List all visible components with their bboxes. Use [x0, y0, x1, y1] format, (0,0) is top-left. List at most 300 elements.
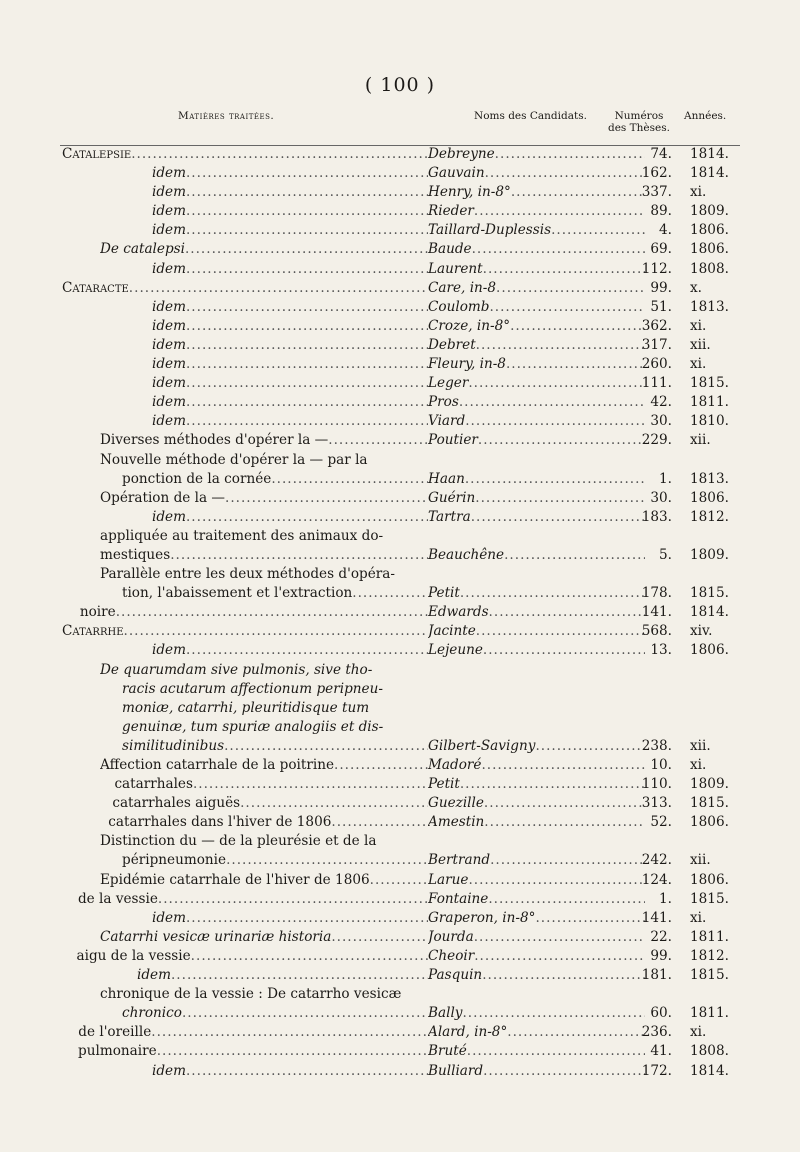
candidate-name: Poutier	[428, 432, 478, 449]
subject-cell	[152, 355, 428, 374]
candidate-name: Bulliard	[428, 1062, 484, 1079]
subject-text	[78, 1023, 151, 1042]
candidate-name: Gilbert-Savigny	[428, 737, 536, 754]
leader-dots	[193, 775, 428, 794]
thesis-year: 1810.	[690, 413, 729, 430]
leader-dots	[460, 584, 645, 603]
index-row	[0, 279, 800, 298]
index-row	[0, 680, 800, 699]
candidate-cell	[428, 279, 645, 298]
subject-label: idem	[152, 356, 186, 373]
subject-label: idem	[152, 642, 186, 659]
thesis-year: x.	[690, 279, 702, 296]
candidate-cell	[428, 183, 645, 202]
leader-dots	[158, 890, 428, 909]
candidate-cell	[428, 374, 645, 393]
candidate-cell	[428, 1004, 645, 1023]
thesis-number: 110.	[641, 776, 672, 793]
subject-text	[78, 890, 158, 909]
thesis-year: 1813.	[690, 470, 729, 487]
leader-dots	[334, 756, 428, 775]
index-row	[0, 317, 800, 336]
subject-cell	[100, 451, 760, 470]
leader-dots	[488, 890, 645, 909]
subject-label: idem	[137, 967, 171, 984]
leader-dots	[185, 240, 428, 259]
candidate-cell	[428, 431, 645, 450]
subject-cell	[152, 909, 428, 928]
leader-dots	[484, 813, 645, 832]
candidate-cell	[428, 489, 645, 508]
entries-list	[0, 145, 800, 1081]
thesis-year: 1811.	[690, 928, 729, 945]
subject-label: Catarrhi vesicæ urinariæ historia	[100, 928, 332, 945]
leader-dots	[483, 641, 645, 660]
candidate-name: Leger	[428, 375, 469, 392]
leader-dots	[186, 909, 428, 928]
subject-label: tion, l'abaissement et l'extraction	[122, 585, 353, 602]
subject-cell	[152, 221, 428, 240]
candidate-name: Fleury, in-8	[428, 356, 506, 373]
leader-dots	[171, 966, 428, 985]
subject-cell	[100, 813, 428, 832]
index-row	[0, 298, 800, 317]
subject-label: Diverses méthodes d'opérer la —	[100, 432, 329, 449]
thesis-number: 30.	[650, 413, 672, 430]
thesis-year: 1815.	[690, 375, 729, 392]
subject-text	[62, 622, 124, 641]
thesis-number: 242.	[641, 852, 672, 869]
candidate-name: Guezille	[428, 795, 484, 812]
subject-cell	[100, 928, 428, 947]
index-row	[0, 832, 800, 851]
leader-dots	[151, 1023, 428, 1042]
leader-dots	[116, 603, 428, 622]
subject-text	[122, 737, 224, 756]
subject-label: Parallèle entre les deux méthodes d'opéra-	[100, 566, 395, 583]
subject-label: similitudinibus	[122, 737, 225, 754]
index-row	[0, 871, 800, 890]
subject-label: idem	[152, 298, 186, 315]
subject-text	[152, 298, 186, 317]
index-row	[0, 221, 800, 240]
subject-cell	[122, 718, 760, 737]
subject-text	[122, 718, 383, 737]
thesis-year: xi.	[690, 356, 707, 373]
subject-label: catarrhales aiguës	[112, 795, 241, 812]
thesis-year: 1815.	[690, 795, 729, 812]
leader-dots	[483, 1062, 645, 1081]
index-row	[0, 718, 800, 737]
index-row	[0, 813, 800, 832]
thesis-number: 99.	[650, 279, 672, 296]
subject-text	[152, 412, 186, 431]
subject-label: Nouvelle méthode d'opérer la — par la	[100, 451, 368, 468]
candidate-name: Croze, in-8°	[428, 317, 511, 334]
leader-dots	[462, 1004, 645, 1023]
thesis-number: 183.	[641, 508, 672, 525]
subject-cell	[152, 412, 428, 431]
leader-dots	[481, 756, 645, 775]
candidate-cell	[428, 928, 645, 947]
thesis-number: 22.	[650, 928, 672, 945]
leader-dots	[224, 737, 428, 756]
subject-label: appliquée au traitement des animaux do-	[100, 527, 384, 544]
header-years: Années.	[684, 110, 727, 122]
subject-text	[122, 584, 352, 603]
candidate-cell	[428, 202, 645, 221]
thesis-year: 1811.	[690, 394, 729, 411]
subject-text	[100, 565, 395, 584]
leader-dots	[240, 794, 428, 813]
subject-cell	[122, 1004, 428, 1023]
subject-label: moniæ, catarrhi, pleuritidisque tum	[122, 699, 370, 716]
subject-text	[152, 336, 186, 355]
subject-text	[100, 546, 170, 565]
leader-dots	[551, 221, 645, 240]
thesis-year: 1814.	[690, 165, 729, 182]
header-candidates: Noms des Candidats.	[474, 110, 587, 122]
subject-text	[100, 871, 370, 890]
subject-cell	[152, 508, 428, 527]
candidate-cell	[428, 966, 645, 985]
thesis-number: 141.	[641, 909, 672, 926]
candidate-name: Coulomb	[428, 298, 490, 315]
index-row	[0, 794, 800, 813]
subject-cell	[100, 489, 428, 508]
candidate-cell	[428, 947, 645, 966]
candidate-name: Alard, in-8°	[428, 1024, 508, 1041]
candidate-cell	[428, 584, 645, 603]
subject-cell	[152, 164, 428, 183]
index-row	[0, 489, 800, 508]
leader-dots	[495, 145, 645, 164]
subject-label: idem	[152, 203, 186, 220]
leader-dots	[507, 1023, 645, 1042]
candidate-name: Pasquin	[428, 967, 483, 984]
repeat-dash	[62, 947, 73, 965]
subject-label: Opération de la —	[100, 489, 225, 506]
thesis-number: 229.	[641, 432, 672, 449]
leader-dots	[271, 470, 428, 489]
leader-dots	[186, 508, 428, 527]
thesis-number: 10.	[650, 757, 672, 773]
candidate-cell	[428, 508, 645, 527]
leader-dots	[352, 584, 428, 603]
leader-dots	[186, 1062, 428, 1081]
thesis-year: 1813.	[690, 298, 729, 315]
subject-label: idem	[152, 375, 186, 392]
subject-cell	[100, 565, 760, 584]
index-row	[0, 928, 800, 947]
subject-cell	[100, 871, 428, 890]
candidate-name: Larue	[428, 871, 469, 888]
thesis-number: 99.	[650, 947, 672, 964]
thesis-year: 1814.	[690, 1062, 729, 1079]
thesis-year: 1815.	[690, 890, 729, 907]
subject-label: idem	[152, 336, 186, 353]
thesis-number: 337.	[641, 184, 672, 201]
subject-cell	[62, 890, 428, 909]
subject-text	[122, 851, 226, 870]
index-row	[0, 508, 800, 527]
subject-label: idem	[152, 909, 186, 926]
subject-text	[100, 489, 225, 508]
subject-label: De catalepsi	[100, 241, 185, 258]
subject-cell	[152, 317, 428, 336]
subject-text	[100, 240, 185, 259]
index-row	[0, 336, 800, 355]
leader-dots	[186, 336, 428, 355]
candidate-cell	[428, 775, 645, 794]
subject-cell	[62, 1042, 428, 1061]
thesis-year: 1812.	[690, 947, 729, 964]
leader-dots	[186, 355, 428, 374]
leader-dots	[157, 1042, 428, 1061]
thesis-year: 1811.	[690, 1005, 729, 1022]
subject-text	[122, 680, 383, 699]
candidate-name: Debret	[428, 336, 476, 353]
index-row	[0, 661, 800, 680]
candidate-name: Petit	[428, 585, 460, 602]
leader-dots	[186, 202, 428, 221]
subject-text	[122, 1004, 182, 1023]
leader-dots	[504, 546, 645, 565]
thesis-number: 181.	[641, 967, 672, 984]
index-row	[0, 145, 800, 164]
header-numbers: Numéros des Thèses.	[608, 110, 670, 134]
thesis-number: 172.	[641, 1062, 672, 1079]
index-row	[0, 699, 800, 718]
thesis-number: 42.	[650, 394, 672, 411]
candidate-name: Care, in-8	[428, 279, 497, 296]
subject-text	[152, 202, 186, 221]
index-row	[0, 890, 800, 909]
subject-cell	[137, 966, 428, 985]
index-row	[0, 775, 800, 794]
thesis-number: 69.	[650, 241, 672, 258]
index-row	[0, 202, 800, 221]
thesis-year: xi.	[690, 1024, 707, 1041]
leader-dots	[468, 374, 645, 393]
thesis-number: 162.	[641, 165, 672, 182]
subject-cell	[152, 298, 428, 317]
thesis-number: 74.	[650, 146, 672, 162]
index-row	[0, 470, 800, 489]
thesis-year: 1812.	[690, 508, 729, 525]
subject-text	[100, 832, 376, 851]
candidate-name: Viard	[428, 413, 466, 430]
subject-text	[100, 527, 383, 546]
candidate-name: Haan	[428, 470, 465, 487]
candidate-name: Tartra	[428, 508, 471, 525]
index-row	[0, 1042, 800, 1061]
index-row	[0, 451, 800, 470]
subject-text	[112, 794, 240, 813]
thesis-year: xii.	[690, 336, 711, 353]
repeat-dash	[62, 985, 96, 1003]
thesis-number: 362.	[641, 317, 672, 334]
thesis-year: xi.	[690, 184, 707, 201]
subject-text	[152, 393, 186, 412]
thesis-year: 1815.	[690, 967, 729, 984]
candidate-cell	[428, 260, 645, 279]
candidate-cell	[428, 546, 645, 565]
subject-cell	[152, 336, 428, 355]
leader-dots	[476, 336, 645, 355]
leader-dots	[468, 871, 645, 890]
leader-dots	[129, 279, 428, 298]
index-row	[0, 355, 800, 374]
leader-dots	[467, 1042, 645, 1061]
leader-dots	[489, 603, 645, 622]
leader-dots	[475, 489, 645, 508]
thesis-year: 1809.	[690, 776, 729, 793]
subject-text	[152, 1062, 186, 1081]
candidate-name: Bertrand	[428, 852, 491, 869]
subject-text	[78, 1042, 157, 1061]
subject-label: De quarumdam sive pulmonis, sive tho-	[100, 661, 373, 678]
leader-dots	[482, 966, 645, 985]
leader-dots	[186, 374, 428, 393]
subject-text	[100, 985, 401, 1004]
leader-dots	[331, 928, 428, 947]
index-row	[0, 1062, 800, 1081]
candidate-cell	[428, 1062, 645, 1081]
repeat-dash	[62, 890, 74, 908]
subject-cell	[62, 947, 428, 966]
candidate-cell	[428, 240, 645, 259]
subject-label: Affection catarrhale de la poitrine	[100, 757, 335, 773]
subject-text	[122, 699, 369, 718]
candidate-cell	[428, 622, 645, 641]
leader-dots	[471, 508, 645, 527]
candidate-cell	[428, 221, 645, 240]
leader-dots	[191, 947, 428, 966]
thesis-year: 1806.	[690, 814, 729, 831]
index-row	[0, 584, 800, 603]
subject-text	[152, 641, 186, 660]
thesis-year: 1809.	[690, 203, 729, 220]
subject-cell	[100, 756, 428, 775]
index-row	[0, 412, 800, 431]
candidate-cell	[428, 164, 645, 183]
candidate-cell	[428, 412, 645, 431]
subject-text	[100, 431, 328, 450]
subject-cell	[100, 546, 428, 565]
subject-text	[152, 508, 186, 527]
leader-dots	[511, 183, 645, 202]
thesis-number: 4.	[659, 222, 672, 239]
thesis-year: xii.	[690, 737, 711, 754]
index-row	[0, 260, 800, 279]
index-row	[0, 183, 800, 202]
subject-cell	[62, 145, 428, 164]
leader-dots	[506, 355, 645, 374]
subject-text	[152, 183, 186, 202]
subject-label: pulmonaire	[78, 1043, 157, 1060]
candidate-cell	[428, 890, 645, 909]
thesis-number: 112.	[641, 260, 672, 277]
index-row	[0, 947, 800, 966]
thesis-year: 1808.	[690, 1043, 729, 1060]
candidate-cell	[428, 813, 645, 832]
candidate-name: Beauchêne	[428, 546, 505, 563]
candidate-name: Lejeune	[428, 642, 483, 659]
index-row	[0, 603, 800, 622]
subject-text	[108, 813, 331, 832]
candidate-name: Henry, in-8°	[428, 184, 511, 201]
thesis-number: 89.	[650, 203, 672, 220]
thesis-number: 60.	[650, 1005, 672, 1022]
subject-label: idem	[152, 394, 186, 411]
subject-text	[80, 603, 116, 622]
candidate-name: Debreyne	[428, 146, 495, 162]
leader-dots	[182, 1004, 428, 1023]
subject-text	[100, 756, 334, 775]
thesis-year: 1814.	[690, 146, 729, 162]
thesis-year: 1815.	[690, 585, 729, 602]
candidate-name: Guérin	[428, 489, 476, 506]
thesis-year: xiv.	[690, 623, 713, 640]
repeat-dash	[100, 775, 110, 793]
subject-label: Epidémie catarrhale de l'hiver de 1806	[100, 871, 370, 888]
subject-text	[152, 260, 186, 279]
subject-label: idem	[152, 260, 186, 277]
subject-label: catarrhales	[114, 776, 193, 793]
leader-dots	[474, 947, 645, 966]
thesis-number: 236.	[641, 1024, 672, 1041]
leader-dots	[331, 813, 428, 832]
subject-cell	[100, 832, 760, 851]
thesis-number: 317.	[641, 336, 672, 353]
candidate-name: Baude	[428, 241, 472, 258]
leader-dots	[124, 622, 429, 641]
subject-label: mestiques	[100, 546, 171, 563]
subject-cell	[152, 183, 428, 202]
candidate-cell	[428, 737, 645, 756]
subject-label: genuinæ, tum spuriæ analogiis et dis-	[122, 718, 384, 735]
subject-cell	[62, 985, 760, 1004]
subject-cell	[62, 603, 428, 622]
subject-label: idem	[152, 1062, 186, 1079]
candidate-cell	[428, 470, 645, 489]
subject-cell	[152, 1062, 428, 1081]
leader-dots	[186, 298, 428, 317]
candidate-name: Pros	[428, 394, 459, 411]
candidate-name: Petit	[428, 776, 460, 793]
subject-cell	[100, 431, 428, 450]
subject-cell	[62, 622, 428, 641]
thesis-number: 1.	[659, 470, 672, 487]
candidate-name: Laurent	[428, 260, 483, 277]
subject-text	[122, 470, 271, 489]
candidate-name: Madoré	[428, 757, 482, 773]
subject-cell	[152, 260, 428, 279]
thesis-year: 1806.	[690, 489, 729, 506]
leader-dots	[170, 546, 428, 565]
subject-cell	[100, 775, 428, 794]
leader-dots	[478, 431, 645, 450]
index-row	[0, 431, 800, 450]
subject-text	[152, 909, 186, 928]
index-row	[0, 374, 800, 393]
leader-dots	[496, 279, 645, 298]
subject-cell	[62, 527, 760, 546]
leader-dots	[476, 622, 645, 641]
subject-text	[152, 317, 186, 336]
subject-label: idem	[152, 222, 186, 239]
